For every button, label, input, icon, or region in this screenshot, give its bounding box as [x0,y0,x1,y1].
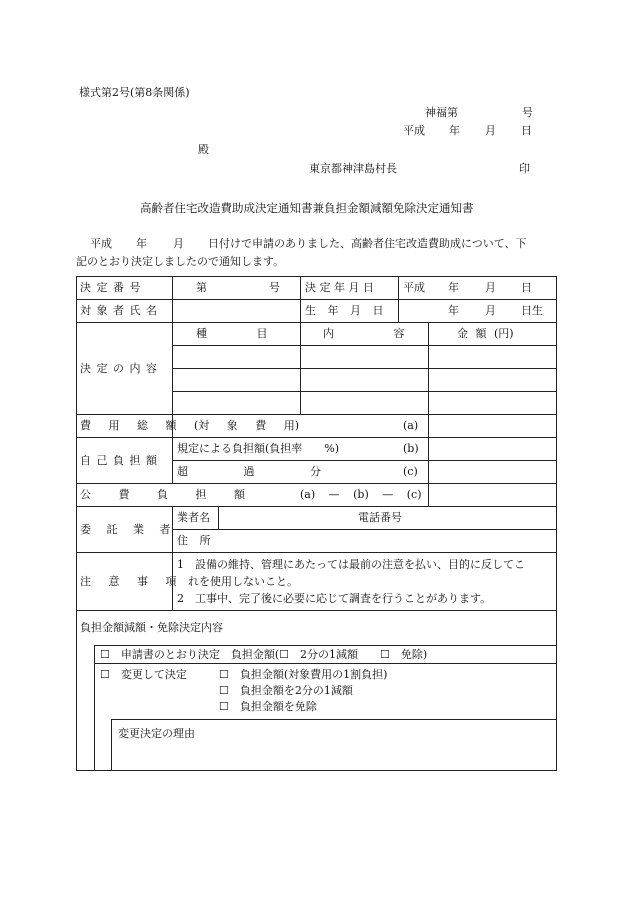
business-name-label: 業者名 [177,511,210,524]
subject-name-label: 対 象 者 氏 名 [80,304,158,317]
excess-label: 超 過 分 [177,465,321,478]
decision-number-label: 決 定 番 号 [80,281,142,294]
decision-date-day: 日 [521,281,532,294]
note-1-line-1: 1 設備の維持、管理にあたっては最前の注意を払い、目的に反してこ [177,558,525,571]
decision-date-year: 年 [448,281,459,294]
address-label: 住 所 [177,534,211,547]
change-option-1[interactable]: ☐ 負担金額(対象費用の1割負担) [219,668,388,681]
birth-month: 月 [485,304,496,317]
intro-year: 年 [136,237,147,250]
column-type-header: 種 目 [196,327,268,340]
decision-date-era: 平成 [403,281,425,294]
total-cost-label: 費 用 総 額 (対 象 費 用) [80,419,300,432]
date-month: 月 [485,124,496,137]
total-cost-mark: (a) [403,419,419,432]
reduction-section-title: 負担金額減額・免除決定内容 [80,621,223,634]
note-1-line-2: れを使用しないこと。 [188,575,298,588]
intro-text: 日付けで申請のありました、高齢者住宅改造費助成について、下 [208,237,527,250]
document-number-prefix: 神福第 [425,106,458,119]
birth-date-label: 生 年 月 日 [305,304,388,317]
change-option-3[interactable]: ☐ 負担金額を免除 [219,700,317,713]
public-cost-formula: (a) — (b) — (c) [300,488,422,501]
rule-payment-label: 規定による負担額(負担率 %) [177,442,340,455]
column-content-header: 内 容 [323,327,405,340]
date-day: 日 [521,124,532,137]
note-2: 2 工事中、完了後に必要に応じて調査を行うことがあります。 [177,592,492,605]
form-number: 様式第2号(第8条関係) [79,86,190,99]
rule-payment-mark: (b) [403,442,419,455]
intro-era: 平成 [90,237,112,250]
addressee-honorific: 殿 [198,143,209,156]
decision-date-month: 月 [485,281,496,294]
excess-mark: (c) [403,465,418,478]
birth-day: 日生 [521,304,543,317]
contractor-label: 委 託 業 者 [80,523,171,536]
notes-label: 注 意 事 項 [80,575,177,588]
decision-number-prefix: 第 [196,281,207,294]
seal-mark: 印 [519,162,530,175]
issuer-name: 東京都神津島村長 [309,162,397,175]
change-reason-label: 変更決定の理由 [118,727,195,740]
option-as-applied[interactable]: ☐ 申請書のとおり決定 負担金額(☐ 2分の1減額 ☐ 免除) [100,648,428,661]
decision-content-label: 決 定 の 内 容 [80,362,158,375]
document-title: 高齢者住宅改造費助成決定通知書兼負担金額減額免除決定通知書 [140,201,474,215]
self-payment-label: 自 己 負 担 額 [80,454,158,467]
public-cost-label: 公 費 負 担 額 [80,488,245,501]
decision-number-suffix: 号 [269,281,280,294]
change-option-2[interactable]: ☐ 負担金額を2分の1減額 [219,684,353,697]
birth-year: 年 [448,304,459,317]
option-changed[interactable]: ☐ 変更して決定 [100,668,187,681]
intro-month: 月 [173,237,184,250]
phone-label: 電話番号 [358,511,402,524]
date-year: 年 [449,124,460,137]
intro-text-line2: 記のとおり決定しましたので通知します。 [76,255,285,268]
date-era: 平成 [403,124,425,137]
column-amount-header: 金 額 (円) [457,327,514,340]
document-number-suffix: 号 [522,106,533,119]
decision-date-label: 決 定 年 月 日 [305,281,374,294]
